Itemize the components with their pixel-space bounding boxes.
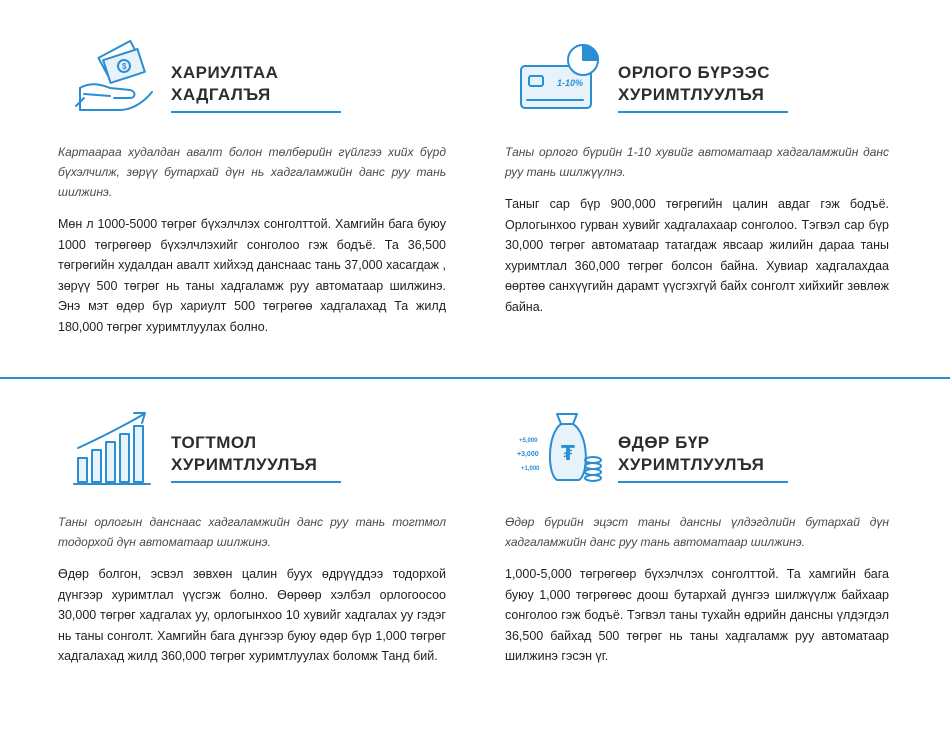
title-line-2: ХУРИМТЛУУЛЪЯ (618, 455, 765, 474)
section-title (618, 432, 764, 476)
section-header (58, 30, 446, 142)
growth-bar-chart-icon (70, 408, 160, 488)
section-round-up-savings (58, 30, 446, 337)
section-title (171, 432, 317, 476)
amount-label-3: +1,000 (521, 466, 540, 472)
title-underline (618, 481, 788, 483)
section-body: Өдөр болгон, эсвэл зөвхөн цалин буух өдрүүддээ тодорхой дүнгээр хуримтлал үүсгэж болно. Өөрөөр хэлбэл орлогоосоо 30,000 төгрөг хадгалах уу, орлогынхоо 10 хувийг хадгалах уу гэдэг нь таны сонголт. Хамгийн бага дүнгээр буюу өдөр бүр 1,000 төгрөг хадгалахад жилд 360,000 төгрөг хуримтлуулах боломж Танд бий. (58, 567, 446, 663)
svg-text:$: $ (122, 62, 127, 71)
title-line-2: ХУРИМТЛУУЛЪЯ (618, 85, 765, 104)
section-lead: Өдөр бүрийн эцэст таны дансны үлдэгдлийн бутархай дүн хадгаламжийн данс руу тань автоматаар шилжинэ. (505, 515, 889, 549)
section-header (505, 30, 889, 142)
title-line-1: ӨДӨР БҮР (618, 433, 710, 452)
section-lead: Таны орлогын данснаас хадгаламжийн данс руу тань тогтмол тодорхой дүн автоматаар шилжинэ. (58, 515, 446, 549)
title-line-1: ОРЛОГО БҮРЭЭС (618, 63, 770, 82)
section-header (58, 400, 446, 512)
title-line-2: ХУРИМТЛУУЛЪЯ (171, 455, 318, 474)
section-body: 1,000-5,000 төгрөгөөр бүхэлчлэх сонголттой. Та хамгийн бага буюу 1,000 төгрөгөөс доош бутархай дүнгээ шилжүүлж байхаар сонголоо гэж бодъё. Тэгвэл таны тухайн өдрийн дансны үлдэгдэл 36,500 байхад 500 төгрөг нь таны хадгаламж руу автоматаар шилжинэ гэсэн үг. (505, 567, 889, 663)
title-line-2: ХАДГАЛЪЯ (171, 85, 271, 104)
title-underline (171, 481, 341, 483)
section-income-percentage-savings (505, 30, 889, 317)
title-underline (618, 111, 788, 113)
card-with-pie-chart-icon (517, 38, 607, 118)
tugrik-symbol: ₮ (561, 441, 575, 465)
section-lead: Картаараа худалдан авалт болон төлбөрийн гүйлгээ хийх бүрд бүхэлчилж, зөрүү бутархай дүн нь хадгаламжийн данс руу тань шилжинэ. (58, 145, 446, 199)
amount-label-2: +3,000 (517, 451, 539, 458)
section-lead: Таны орлого бүрийн 1-10 хувийг автоматаар хадгаламжийн данс руу тань шилжүүлнэ. (505, 145, 889, 179)
title-underline (171, 111, 341, 113)
title-line-1: ТОГТМОЛ (171, 433, 257, 452)
section-daily-savings (505, 400, 889, 667)
section-title (618, 62, 770, 106)
hand-with-money-icon (70, 38, 160, 118)
money-bag-with-coins-icon (517, 408, 607, 488)
section-fixed-amount-savings (58, 400, 446, 667)
amount-label-1: +5,000 (519, 438, 538, 444)
section-header (505, 400, 889, 512)
section-body: Таныг сар бүр 900,000 төгрөгийн цалин авдаг гэж бодъё. Орлогынхоо гурван хувийг хадгалахаар сонголоо. Тэгвэл сар бүр 30,000 төгрөг автоматаар татагдаж явсаар жилийн дараа таны хуримтлал 360,000 төгрөг болсон байна. Хувиар хадгалахдаа өөртөө санхүүгийн дарамт үүсгэхгүй байх сонголт хийхийг зөвлөж байна. (505, 197, 889, 314)
percentage-label: 1-10% (557, 78, 584, 88)
title-line-1: ХАРИУЛТАА (171, 63, 279, 82)
horizontal-divider (0, 377, 950, 379)
section-body: Мөн л 1000-5000 төгрөг бүхэлчлэх сонголттой. Хамгийн бага буюу 1000 төгрөгөөр бүхэлчлэхийг сонголоо гэж бодъё. Та 36,500 төгрөгийн худалдан авалт хийхэд данснаас тань 37,000 хасагдаж , зөрүү 500 төгрөг нь таны хадгаламж руу автоматаар шилжинэ. Энэ мэт өдөр бүр хариулт 500 төгрөгөө хадгалахад Та жилд 180,000 төгрөг хуримтлуулах болно. (58, 217, 446, 334)
section-title (171, 62, 278, 106)
